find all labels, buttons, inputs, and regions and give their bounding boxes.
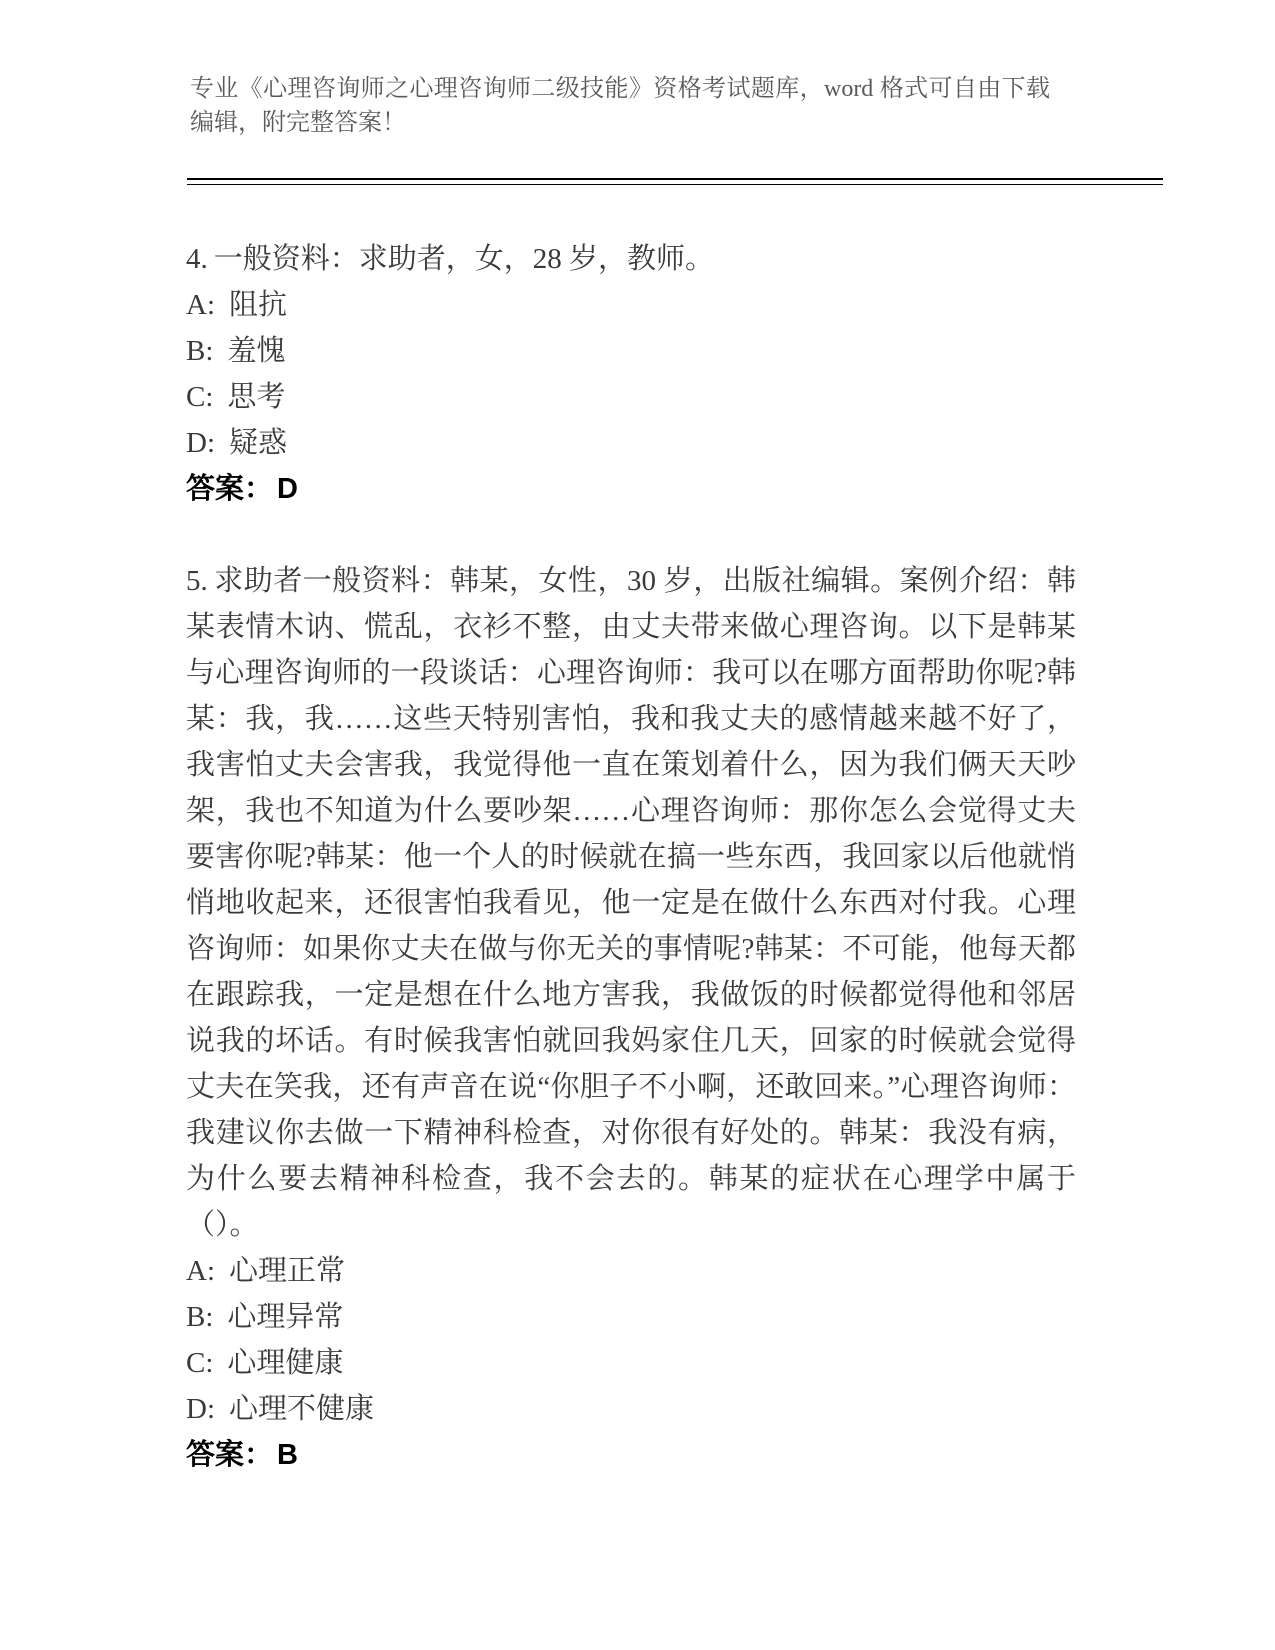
header-note: 专业《心理咨询师之心理咨询师二级技能》资格考试题库，word 格式可自由下载编辑，附完整答案！	[190, 76, 1050, 136]
option-letter: D:	[186, 427, 215, 459]
question-stem	[186, 236, 1076, 282]
option-letter: B:	[186, 335, 214, 367]
question-stem-text: 一般资料：求助者，女，28 岁，教师。	[213, 243, 715, 275]
option-text: 思考	[227, 381, 286, 413]
option-letter: B:	[186, 1301, 214, 1333]
option-text: 阻抗	[229, 289, 288, 321]
option-text: 疑惑	[229, 427, 288, 459]
option-row	[186, 1340, 1076, 1386]
option-letter: C:	[186, 381, 214, 413]
option-row	[186, 1386, 1076, 1432]
option-letter: D:	[186, 1393, 215, 1425]
option-text: 心理正常	[229, 1255, 346, 1287]
question-block-5	[186, 558, 1076, 1478]
option-text: 心理异常	[227, 1301, 344, 1333]
option-letter: A:	[186, 1255, 215, 1287]
option-row	[186, 420, 1076, 466]
header-divider	[187, 178, 1163, 185]
question-number: 5.	[186, 565, 208, 597]
option-letter: C:	[186, 1347, 214, 1379]
option-text: 心理不健康	[229, 1393, 375, 1425]
option-row	[186, 374, 1076, 420]
answer-row	[186, 1432, 1076, 1478]
question-number: 4.	[186, 243, 208, 275]
answer-value: D	[277, 473, 298, 505]
options-list	[186, 282, 1076, 466]
option-letter: A:	[186, 289, 215, 321]
option-row	[186, 328, 1076, 374]
answer-label: 答案：	[186, 473, 274, 505]
question-stem	[186, 558, 1076, 1248]
question-stem-text: 求助者一般资料：韩某，女性，30 岁，出版社编辑。案例介绍：韩某表情木讷、慌乱，衣衫不整，由丈夫带来做心理咨询。以下是韩某与心理咨询师的一段谈话：心理咨询师：我可以在哪方面帮助你呢?韩某：我，我……这些天特别害怕，我和我丈夫的感情越来越不好了，我害怕丈夫会害我，我觉得他一直在策划着什么，因为我们俩天天吵架，我也不知道为什么要吵架……心理咨询师：那你怎么会觉得丈夫要害你呢?韩某：他一个人的时候就在搞一些东西，我回家以后他就悄悄地收起来，还很害怕我看见，他一定是在做什么东西对付我。心理咨询师：如果你丈夫在做与你无关的事情呢?韩某：不可能，他每天都在跟踪我，一定是想在什么地方害我，我做饭的时候都觉得他和邻居说我的坏话。有时候我害怕就回我妈家住几天，回家的时候就会觉得丈夫在笑我，还有声音在说“你胆子不小啊，还敢回来。”心理咨询师：我建议你去做一下精神科检查，对你很有好处的。韩某：我没有病，为什么要去精神科检查，我不会去的。韩某的症状在心理学中属于（）。	[186, 565, 1076, 1241]
option-row	[186, 1248, 1076, 1294]
options-list	[186, 1248, 1076, 1432]
document-body	[186, 236, 1076, 1478]
document-header	[190, 0, 1050, 140]
option-text: 羞愧	[227, 335, 286, 367]
answer-row	[186, 466, 1076, 512]
answer-value: B	[277, 1439, 298, 1471]
question-block-4	[186, 236, 1076, 512]
answer-label: 答案：	[186, 1439, 274, 1471]
option-row	[186, 282, 1076, 328]
option-row	[186, 1294, 1076, 1340]
option-text: 心理健康	[227, 1347, 344, 1379]
